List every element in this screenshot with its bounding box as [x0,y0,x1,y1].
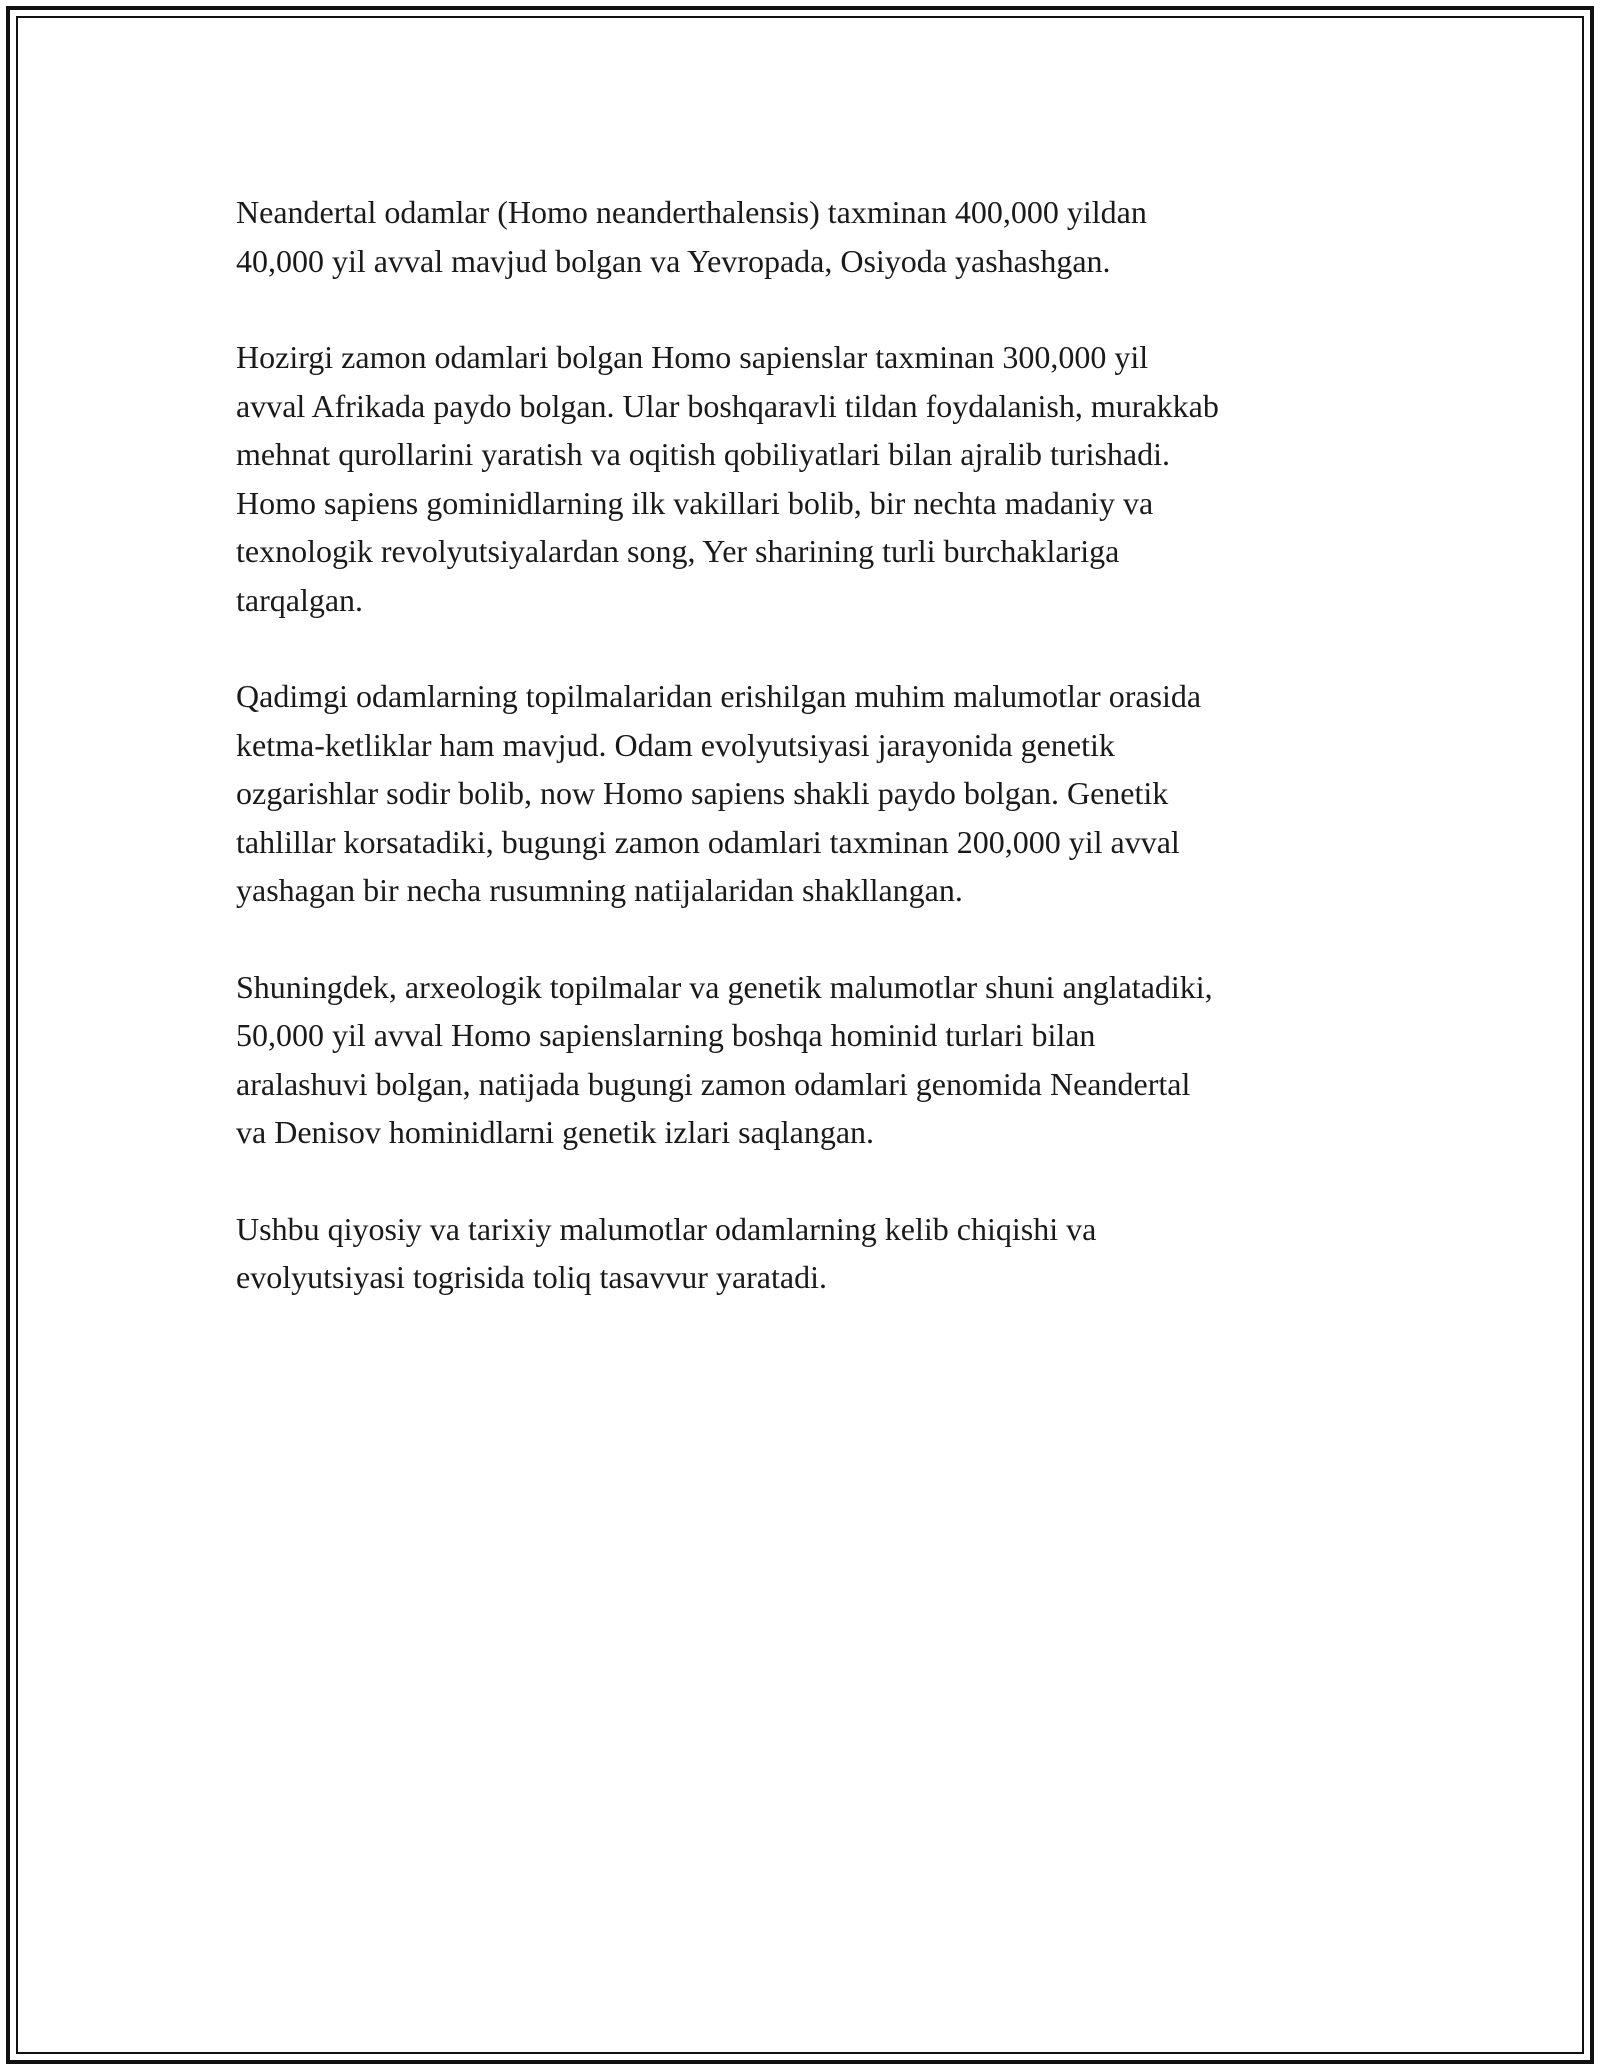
text-line: 50,000 yil avval Homo sapienslarning boshqa hominid turlari bilan [236,1017,1096,1053]
text-line: tahlillar korsatadiki, bugungi zamon odamlari taxminan 200,000 yil avval [236,823,1180,860]
text-line: evolyutsiyasi togrisida toliq tasavvur yaratadi. [236,1259,827,1295]
text-line: Neandertal odamlar (Homo neanderthalensis) taxminan 400,000 yildan [236,194,1147,230]
paragraph-neanderthals [236,188,1376,285]
paragraph-homo-sapiens [236,333,1376,624]
text-line: Ushbu qiyosiy va tarixiy malumotlar odamlarning kelib chiqishi va [236,1210,1097,1247]
text-line: avval Afrikada paydo bolgan. Ular boshqaravli tildan foydalanish, murakkab [236,387,1219,424]
paragraph-ancient-findings [236,672,1376,915]
text-line: Homo sapiens gominidlarning ilk vakillari bolib, bir nechta madaniy va [236,484,1154,521]
text-line: tarqalgan. [236,581,364,618]
document-body [236,188,1376,1350]
text-line: ozgarishlar sodir bolib, now Homo sapiens shakli paydo bolgan. Genetik [236,775,1169,811]
text-line: 40,000 yil avval mavjud bolgan va Yevropada, Osiyoda yashashgan. [236,242,1111,279]
text-line: aralashuvi bolgan, natijada bugungi zamon odamlari genomida Neandertal [236,1065,1191,1102]
text-line: Qadimgi odamlarning topilmalaridan erishilgan muhim malumotlar orasida [236,678,1202,714]
paragraph-archaeology-genetics [236,963,1376,1157]
paragraph-conclusion [236,1205,1376,1302]
text-line: texnologik revolyutsiyalardan song, Yer sharining turli burchaklariga [236,533,1120,569]
text-line: yashagan bir necha rusumning natijalaridan shakllangan. [236,872,963,908]
text-line: va Denisov hominidlarni genetik izlari saqlangan. [236,1114,875,1150]
text-line: Hozirgi zamon odamlari bolgan Homo sapienslar taxminan 300,000 yil [236,339,1149,375]
text-line: Shuningdek, arxeologik topilmalar va genetik malumotlar shuni anglatadiki, [236,968,1213,1005]
text-line: ketma-ketliklar ham mavjud. Odam evolyutsiyasi jarayonida genetik [236,726,1115,763]
text-line: mehnat qurollarini yaratish va oqitish qobiliyatlari bilan ajralib turishadi. [236,436,1170,472]
